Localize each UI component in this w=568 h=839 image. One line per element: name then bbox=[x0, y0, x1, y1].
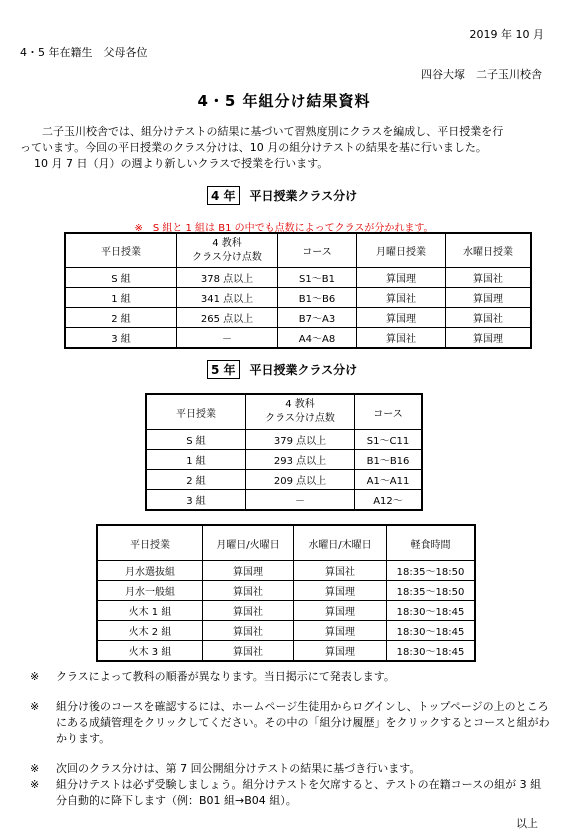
cell-wed-thu: 算国理 bbox=[294, 601, 387, 621]
note-item bbox=[30, 777, 550, 809]
column-header: コース bbox=[355, 394, 423, 430]
cell-score: 265 点以上 bbox=[177, 308, 278, 328]
intro-line-3: 10 月 7 日（月）の週より新しいクラスで授業を行います。 bbox=[34, 157, 329, 170]
cell-class: 月水選抜組 bbox=[97, 561, 203, 581]
sender: 四谷大塚 二子玉川校舎 bbox=[421, 68, 542, 81]
column-header: コース bbox=[278, 233, 357, 268]
note-item bbox=[30, 761, 550, 777]
header-line: 4 教科 クラス分け点数 bbox=[265, 399, 335, 424]
table-header-row bbox=[146, 394, 422, 430]
column-header: 平日授業 bbox=[97, 525, 203, 561]
grade4-heading-text: 平日授業クラス分け bbox=[249, 189, 358, 203]
addressee: 4・5 年在籍生 父母各位 bbox=[20, 46, 148, 59]
table-row bbox=[97, 621, 475, 641]
note-text: 組分け後のコースを確認するには、ホームページ生徒用からログインし、トップページの上のところにある成績管理をクリックしてください。その中の「組分け履歴」をクリックするとコースと組がわかります。 bbox=[56, 700, 550, 745]
cell-wed-thu: 算国理 bbox=[294, 621, 387, 641]
column-header: 水曜日/木曜日 bbox=[294, 525, 387, 561]
cell-score: － bbox=[246, 490, 355, 511]
column-header: 平日授業 bbox=[146, 394, 246, 430]
cell-class: 3 組 bbox=[146, 490, 246, 511]
column-header bbox=[177, 233, 278, 268]
table-row bbox=[65, 328, 531, 349]
note-mark: ※ bbox=[30, 762, 40, 775]
column-header bbox=[246, 394, 355, 430]
column-header: 月曜日授業 bbox=[357, 233, 446, 268]
cell-mon-tue: 算国理 bbox=[203, 561, 294, 581]
closing-text: 以上 bbox=[516, 817, 538, 830]
grade5-heading-text: 平日授業クラス分け bbox=[249, 363, 358, 377]
cell-score: 293 点以上 bbox=[246, 450, 355, 470]
cell-monday: 算国社 bbox=[357, 288, 446, 308]
cell-snack-time: 18:30～18:45 bbox=[387, 641, 476, 662]
cell-mon-tue: 算国社 bbox=[203, 621, 294, 641]
note-item bbox=[30, 699, 550, 747]
grade4-label: 4 年 bbox=[207, 186, 240, 205]
intro-paragraph bbox=[20, 124, 550, 172]
header-line: 4 教科 クラス分け点数 bbox=[192, 237, 262, 263]
note-mark: ※ bbox=[30, 700, 40, 713]
grade5-heading bbox=[207, 360, 357, 379]
cell-class: 2 組 bbox=[65, 308, 177, 328]
cell-snack-time: 18:35～18:50 bbox=[387, 561, 476, 581]
schedule-table bbox=[96, 524, 476, 662]
cell-course: A4～A8 bbox=[278, 328, 357, 349]
intro-line-1: 二子玉川校舎では、組分けテストの結果に基づいて習熟度別にクラスを編成し、平日授業を行 bbox=[42, 125, 504, 138]
cell-score: 341 点以上 bbox=[177, 288, 278, 308]
cell-score: 209 点以上 bbox=[246, 470, 355, 490]
cell-course: S1～C11 bbox=[355, 430, 423, 450]
cell-class: S 組 bbox=[65, 268, 177, 288]
grade4-warning: ※ S 組と 1 組は B1 の中でも点数によってクラスが分かれます。 bbox=[134, 223, 434, 234]
cell-wed-thu: 算国理 bbox=[294, 581, 387, 601]
cell-course: A1～A11 bbox=[355, 470, 423, 490]
cell-course: B1～B6 bbox=[278, 288, 357, 308]
cell-wednesday: 算国理 bbox=[446, 328, 532, 349]
cell-snack-time: 18:30～18:45 bbox=[387, 621, 476, 641]
cell-class: 火木 3 組 bbox=[97, 641, 203, 662]
column-header: 軽食時間 bbox=[387, 525, 476, 561]
table-row bbox=[146, 490, 422, 511]
cell-score: － bbox=[177, 328, 278, 349]
table-header-row bbox=[97, 525, 475, 561]
cell-class: 火木 2 組 bbox=[97, 621, 203, 641]
cell-score: 379 点以上 bbox=[246, 430, 355, 450]
cell-wed-thu: 算国社 bbox=[294, 561, 387, 581]
column-header: 平日授業 bbox=[65, 233, 177, 268]
cell-class: 2 組 bbox=[146, 470, 246, 490]
cell-wednesday: 算国社 bbox=[446, 268, 532, 288]
cell-course: A12～ bbox=[355, 490, 423, 511]
cell-monday: 算国社 bbox=[357, 328, 446, 349]
cell-course: S1～B1 bbox=[278, 268, 357, 288]
cell-monday: 算国理 bbox=[357, 268, 446, 288]
grade5-class-table bbox=[145, 393, 423, 511]
table-row bbox=[146, 470, 422, 490]
table-row bbox=[97, 601, 475, 621]
note-item bbox=[30, 669, 550, 685]
cell-score: 378 点以上 bbox=[177, 268, 278, 288]
note-text: 次回のクラス分けは、第 7 回公開組分けテストの結果に基づき行います。 bbox=[56, 762, 421, 775]
table-header-row bbox=[65, 233, 531, 268]
cell-wednesday: 算国社 bbox=[446, 308, 532, 328]
cell-monday: 算国理 bbox=[357, 308, 446, 328]
cell-mon-tue: 算国社 bbox=[203, 641, 294, 662]
cell-course: B1～B16 bbox=[355, 450, 423, 470]
table-row bbox=[146, 430, 422, 450]
notes-section bbox=[30, 669, 550, 809]
note-mark: ※ bbox=[30, 778, 40, 791]
cell-class: 月水一般組 bbox=[97, 581, 203, 601]
document-title: 4・5 年組分け結果資料 bbox=[197, 92, 371, 110]
cell-wednesday: 算国理 bbox=[446, 288, 532, 308]
column-header: 月曜日/火曜日 bbox=[203, 525, 294, 561]
table-row bbox=[97, 581, 475, 601]
grade5-label: 5 年 bbox=[207, 360, 240, 379]
column-header: 水曜日授業 bbox=[446, 233, 532, 268]
grade4-class-table bbox=[64, 232, 532, 349]
table-row bbox=[65, 308, 531, 328]
cell-class: 火木 1 組 bbox=[97, 601, 203, 621]
cell-class: S 組 bbox=[146, 430, 246, 450]
cell-mon-tue: 算国社 bbox=[203, 581, 294, 601]
note-mark: ※ bbox=[30, 670, 40, 683]
cell-mon-tue: 算国社 bbox=[203, 601, 294, 621]
cell-class: 3 組 bbox=[65, 328, 177, 349]
table-row bbox=[65, 288, 531, 308]
note-text: 組分けテストは必ず受験しましょう。組分けテストを欠席すると、テストの在籍コースの組が 3 組分自動的に降下します（例：B01 組→B04 組）。 bbox=[56, 778, 542, 807]
cell-snack-time: 18:30～18:45 bbox=[387, 601, 476, 621]
table-row bbox=[146, 450, 422, 470]
cell-wed-thu: 算国理 bbox=[294, 641, 387, 662]
intro-line-2: っています。今回の平日授業のクラス分けは、10 月の組分けテストの結果を基に行いました。 bbox=[20, 141, 487, 154]
grade4-heading bbox=[207, 186, 357, 205]
cell-class: 1 組 bbox=[65, 288, 177, 308]
document-date: 2019 年 10 月 bbox=[469, 28, 544, 41]
cell-course: B7～A3 bbox=[278, 308, 357, 328]
table-row bbox=[97, 561, 475, 581]
cell-snack-time: 18:35～18:50 bbox=[387, 581, 476, 601]
cell-class: 1 組 bbox=[146, 450, 246, 470]
table-row bbox=[65, 268, 531, 288]
note-text: クラスによって教科の順番が異なります。当日掲示にて発表します。 bbox=[56, 670, 395, 683]
table-row bbox=[97, 641, 475, 662]
